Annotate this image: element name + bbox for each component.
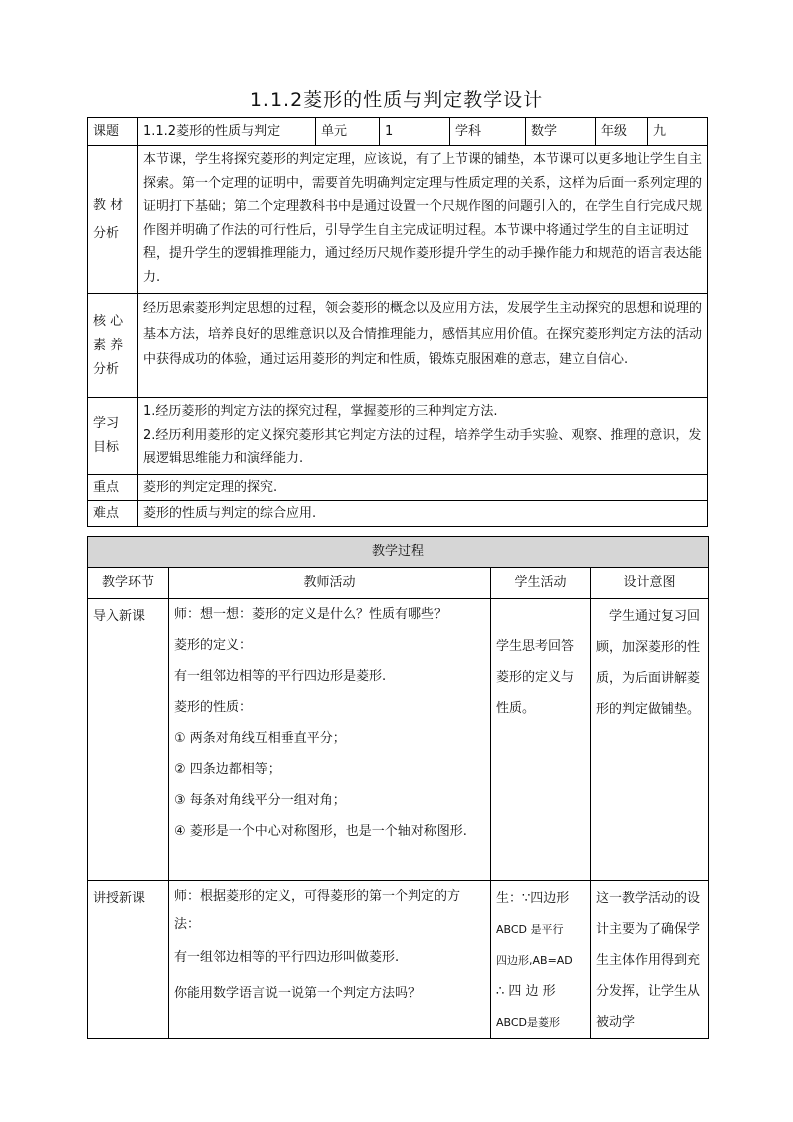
teacher-line: 菱形的性质： — [174, 700, 253, 715]
design-intent-cell: 这一教学活动的设计主要为了确保学生主体作用得到充分发挥，让学生从被动学 — [591, 881, 709, 1039]
core-label: 核 心 素 养 分析 — [88, 294, 138, 398]
teacher-line: 有一组邻边相等的平行四边形叫做菱形. — [174, 950, 400, 965]
column-header-stage: 教学环节 — [88, 568, 169, 599]
process-title: 教学过程 — [88, 537, 709, 568]
document-title: 1.1.2菱形的性质与判定教学设计 — [249, 89, 544, 111]
difficulty-label: 难点 — [88, 501, 138, 527]
design-intent-cell: 学生通过复习回顾，加深菱形的性质，为后面讲解菱形的判定做铺垫。 — [591, 599, 709, 881]
teacher-line: ④ 菱形是一个中心对称图形，也是一个轴对称图形. — [174, 824, 467, 839]
column-header-student: 学生活动 — [491, 568, 591, 599]
subject-label: 学科 — [450, 118, 526, 146]
teacher-line: ① 两条对角线互相垂直平分； — [174, 731, 346, 746]
info-table — [87, 117, 708, 527]
teacher-line: ③ 每条对角线平分一组对角； — [174, 793, 346, 808]
teacher-line: 有一组邻边相等的平行四边形是菱形. — [174, 669, 387, 684]
subject-value: 数学 — [526, 118, 596, 146]
teacher-activity-cell — [169, 599, 491, 881]
stage-cell: 讲授新课 — [88, 881, 169, 1039]
key-text: 菱形的判定定理的探究. — [138, 475, 708, 501]
student-line: ∴ 四 边 形 — [496, 984, 556, 999]
key-label: 重点 — [88, 475, 138, 501]
difficulty-text: 菱形的性质与判定的综合应用. — [138, 501, 708, 527]
student-activity-cell — [491, 881, 591, 1039]
unit-value: 1 — [380, 118, 450, 146]
teacher-line: 你能用数学语言说一说第一个判定方法吗？ — [174, 986, 422, 1001]
student-activity-cell: 学生思考回答菱形的定义与性质。 — [491, 599, 591, 881]
course-label: 课题 — [88, 118, 138, 146]
grade-label: 年级 — [596, 118, 648, 146]
teacher-line: 师：想一想：菱形的定义是什么？性质有哪些？ — [174, 607, 448, 622]
table-row — [88, 599, 709, 881]
student-line: ABCD 是平行 — [496, 923, 564, 936]
column-header-teacher: 教师活动 — [169, 568, 491, 599]
teacher-line: 师：根据菱形的定义，可得菱形的第一个判定的方法： — [174, 889, 461, 932]
teacher-line: ② 四条边都相等； — [174, 762, 281, 777]
grade-value: 九 — [648, 118, 708, 146]
core-text: 经历思索菱形判定思想的过程，领会菱形的概念以及应用方法，发展学生主动探究的思想和说理的基本方法，培养良好的思维意识以及合情推理能力，感悟其应用价值。在探究菱形判定方法的活动中获得成功的体验，通过运用菱形的判定和性质，锻炼克服困难的意志，建立自信心. — [138, 294, 708, 398]
material-text: 本节课，学生将探究菱形的判定定理，应该说，有了上节课的铺垫，本节课可以更多地让学生自主探索。第一个定理的证明中，需要首先明确判定定理与性质定理的关系，这样为后面一系列定理的证明打下基础；第二个定理教科书中是通过设置一个尺规作图的问题引入的，在学生自行完成尺规作图并明确了作法的可行性后，引导学生自主完成证明过程。本节课中将通过学生的自主证明过程，提升学生的逻辑推理能力，通过经历尺规作菱形提升学生的动手操作能力和规范的语言表达能力. — [138, 146, 708, 294]
student-line: 四边形,AB=AD — [496, 954, 573, 967]
teacher-line: 菱形的定义： — [174, 638, 253, 653]
goal-item-2: 2.经历利用菱形的定义探究菱形其它判定方法的过程，培养学生动手实验、观察、推理的意识，发展逻辑思维能力和演绎能力. — [143, 427, 702, 466]
unit-label: 单元 — [316, 118, 380, 146]
goals-text — [138, 398, 708, 475]
table-row — [88, 881, 709, 1039]
teacher-activity-cell — [169, 881, 491, 1039]
student-line: ABCD是菱形 — [496, 1016, 561, 1029]
material-label: 教 材 分析 — [88, 146, 138, 294]
goal-item-1: 1.经历菱形的判定方法的探究过程，掌握菱形的三种判定方法. — [143, 404, 498, 419]
student-line: 生：∵四边形 — [496, 891, 570, 906]
course-value: 1.1.2菱形的性质与判定 — [138, 118, 316, 146]
column-header-intent: 设计意图 — [591, 568, 709, 599]
goals-label: 学习 目标 — [88, 398, 138, 475]
process-table — [87, 536, 709, 1039]
stage-cell: 导入新课 — [88, 599, 169, 881]
